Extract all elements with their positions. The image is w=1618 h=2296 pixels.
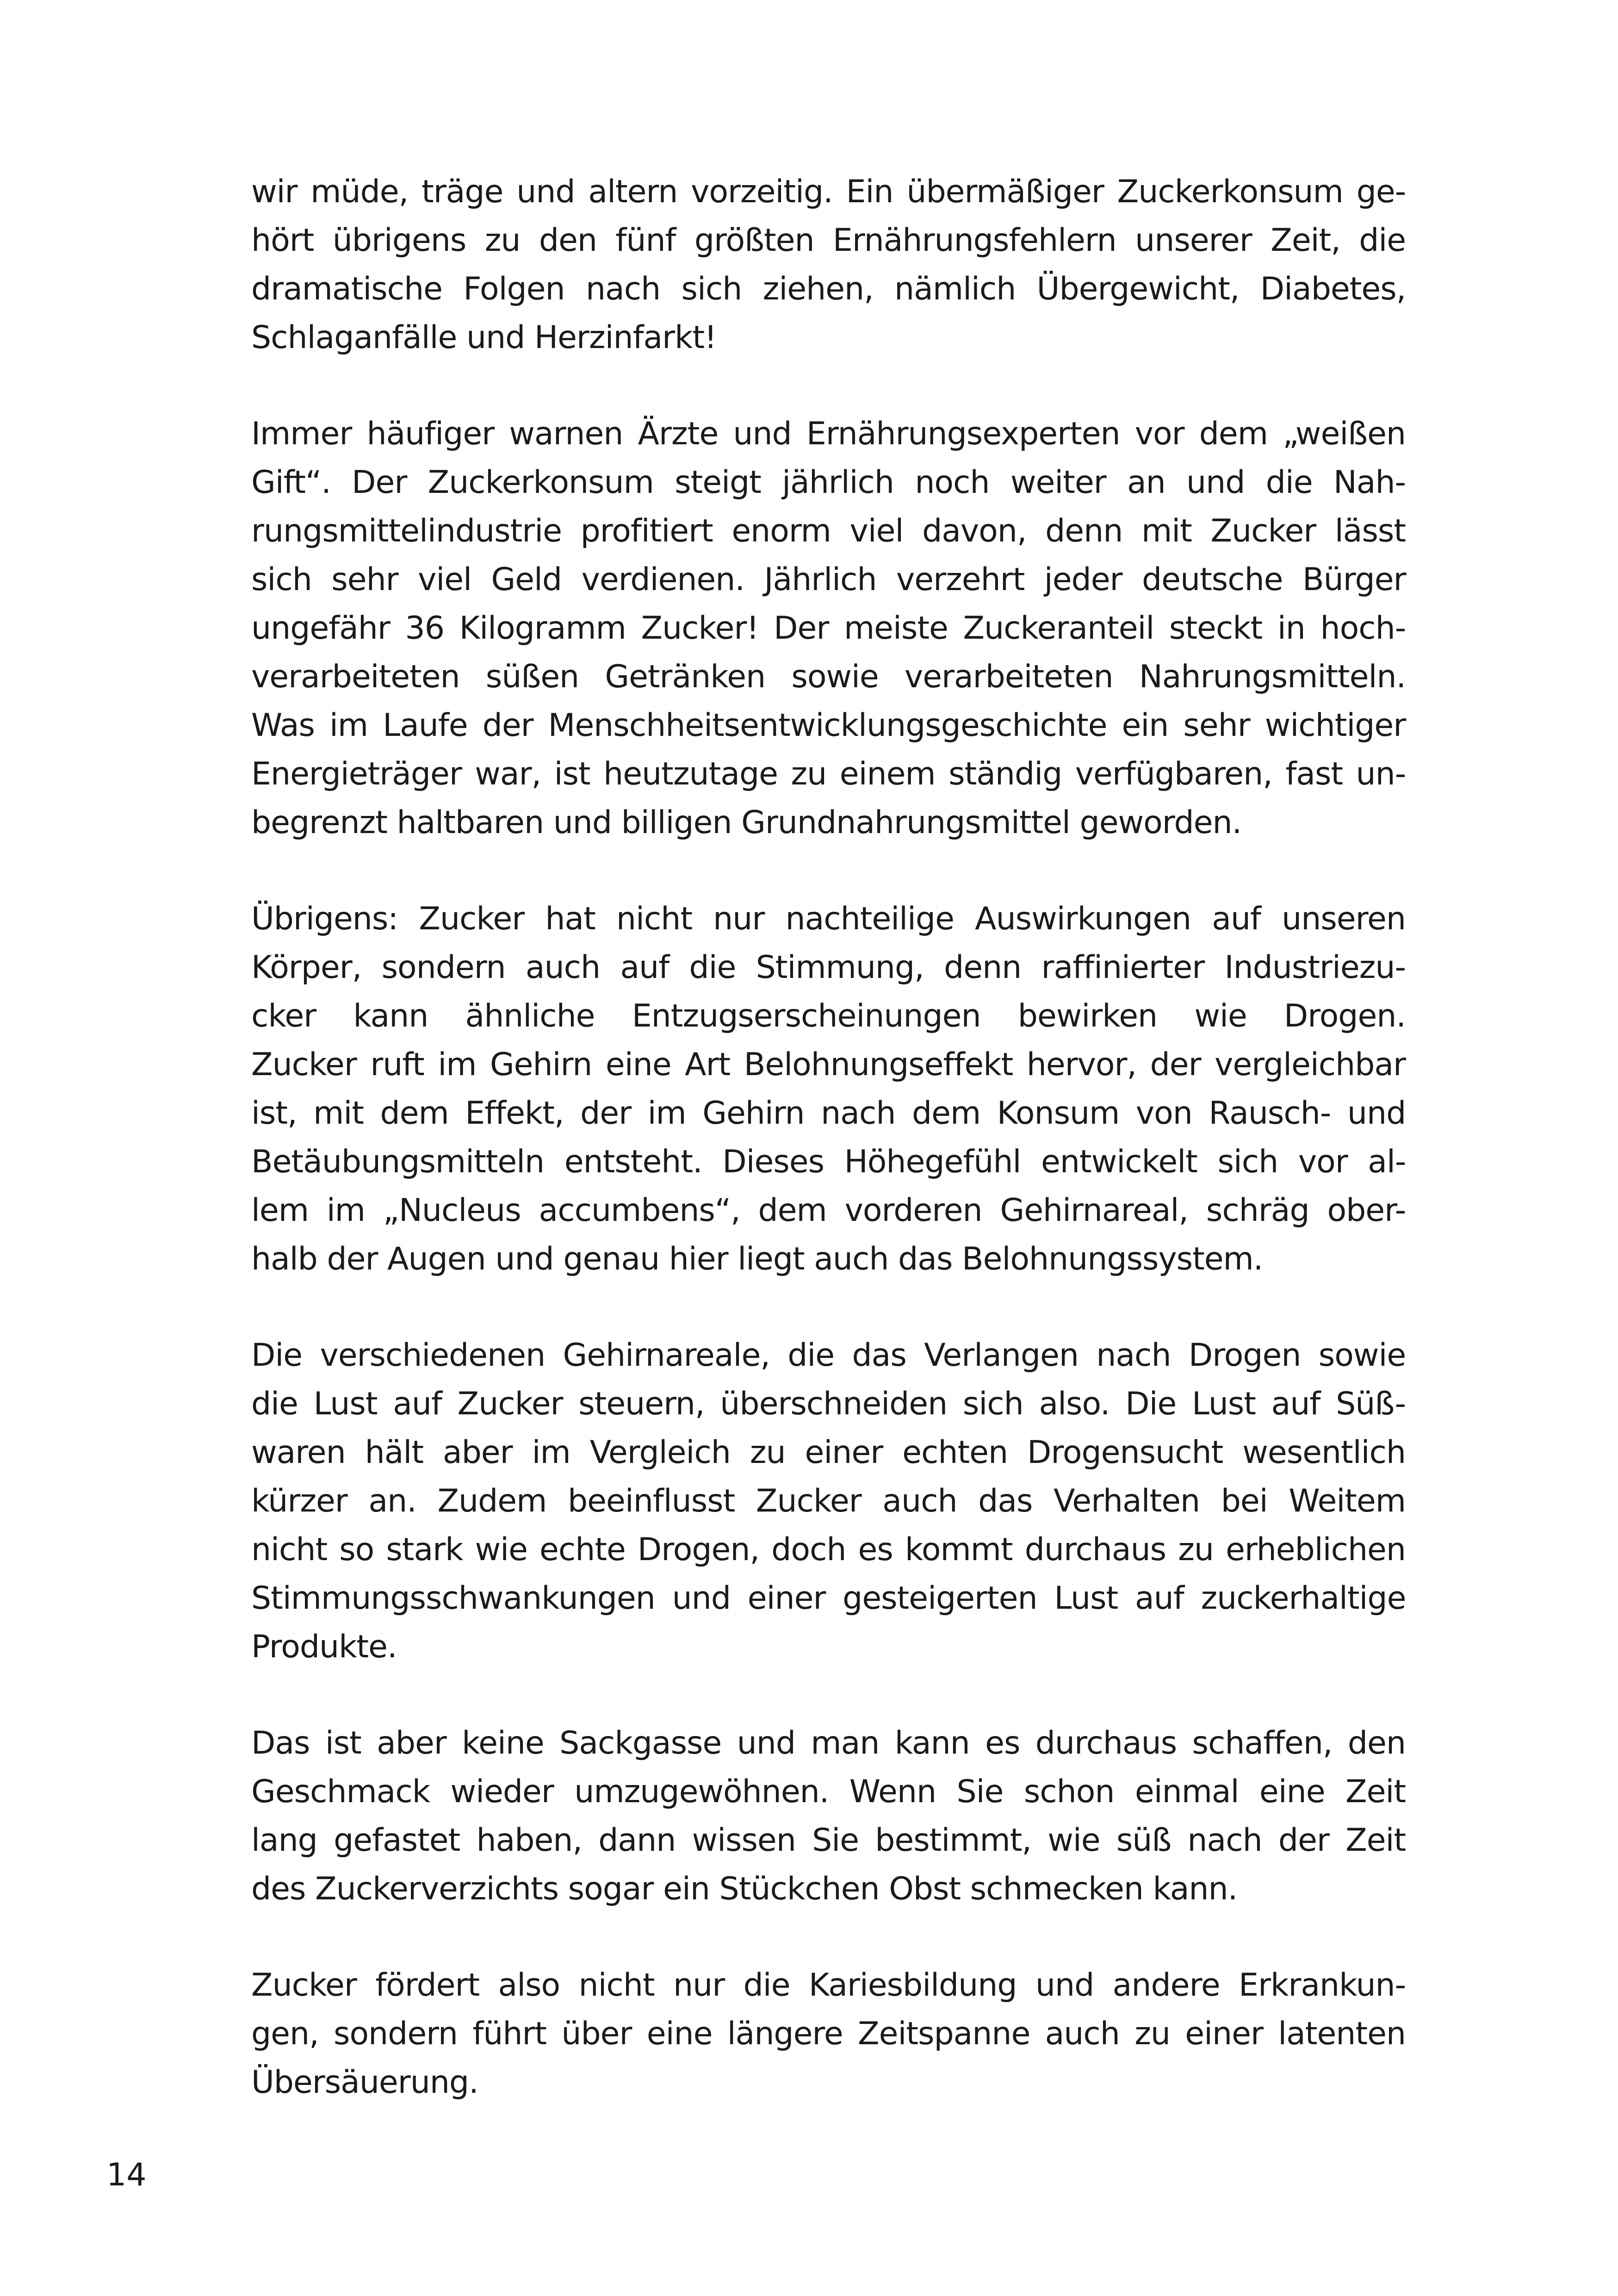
text-line: ungefähr 36 Kilogramm Zucker! Der meiste Zuckeranteil steckt in hoch- — [251, 610, 1406, 647]
text-line: lem im „Nucleus accumbens“, dem vorderen Gehirnareal, schräg ober- — [251, 1192, 1406, 1229]
text-line: Geschmack wieder umzugewöhnen. Wenn Sie schon einmal eine Zeit — [251, 1773, 1406, 1810]
text-line: ist, mit dem Effekt, der im Gehirn nach dem Konsum von Rausch- und — [251, 1095, 1406, 1132]
text-line: nicht so stark wie echte Drogen, doch es kommt durchaus zu erheblichen — [251, 1531, 1406, 1568]
text-line: Die verschiedenen Gehirnareale, die das Verlangen nach Drogen sowie — [251, 1337, 1406, 1374]
text-line: begrenzt haltbaren und billigen Grundnahrungsmittel geworden. — [251, 804, 1242, 841]
paragraph — [251, 895, 1406, 1283]
text-line: des Zuckerverzichts sogar ein Stückchen Obst schmecken kann. — [251, 1871, 1238, 1907]
paragraph — [251, 1719, 1406, 1913]
text-line: lang gefastet haben, dann wissen Sie bestimmt, wie süß nach der Zeit — [251, 1822, 1406, 1859]
text-line: Immer häufiger warnen Ärzte und Ernährungsexperten vor dem „weißen — [251, 416, 1406, 452]
paragraph — [251, 410, 1406, 847]
text-line: Übersäuerung. — [251, 2064, 478, 2101]
text-line: Energieträger war, ist heutzutage zu einem ständig verfügbaren, fast un- — [251, 756, 1406, 792]
text-line: Produkte. — [251, 1629, 397, 1665]
text-line: sich sehr viel Geld verdienen. Jährlich verzehrt jeder deutsche Bürger — [251, 561, 1406, 598]
text-line: waren hält aber im Vergleich zu einer echten Drogensucht wesentlich — [251, 1434, 1406, 1471]
text-line: Das ist aber keine Sackgasse und man kann es durchaus schaffen, den — [251, 1725, 1406, 1761]
text-line: die Lust auf Zucker steuern, überschneiden sich also. Die Lust auf Süß- — [251, 1386, 1406, 1422]
text-line: dramatische Folgen nach sich ziehen, nämlich Übergewicht, Diabetes, — [251, 271, 1406, 307]
text-line: cker kann ähnliche Entzugserscheinungen bewirken wie Drogen. — [251, 998, 1406, 1034]
text-line: Gift“. Der Zuckerkonsum steigt jährlich noch weiter an und die Nah- — [251, 464, 1406, 501]
text-line: Was im Laufe der Menschheitsentwicklungsgeschichte ein sehr wichtiger — [251, 707, 1406, 744]
text-line: kürzer an. Zudem beeinflusst Zucker auch das Verhalten bei Weitem — [251, 1483, 1406, 1519]
text-line: Betäubungsmitteln entsteht. Dieses Höhegefühl entwickelt sich vor al- — [251, 1144, 1406, 1180]
text-line: Übrigens: Zucker hat nicht nur nachteilige Auswirkungen auf unseren — [251, 901, 1406, 937]
text-line: Körper, sondern auch auf die Stimmung, denn raffinierter Industriezu- — [251, 949, 1406, 986]
text-line: rungsmittelindustrie profitiert enorm viel davon, denn mit Zucker lässt — [251, 513, 1406, 549]
text-line: hört übrigens zu den fünf größten Ernährungsfehlern unserer Zeit, die — [251, 222, 1406, 259]
paragraph — [251, 168, 1406, 362]
text-line: Zucker fördert also nicht nur die Kariesbildung und andere Erkrankun- — [251, 1967, 1406, 2004]
text-line: wir müde, träge und altern vorzeitig. Ein übermäßiger Zuckerkonsum ge- — [251, 174, 1406, 210]
paragraph — [251, 1331, 1406, 1671]
paragraph — [251, 1961, 1406, 2107]
body-text — [251, 168, 1406, 2154]
text-line: Schlaganfälle und Herzinfarkt! — [251, 319, 717, 356]
text-line: gen, sondern führt über eine längere Zeitspanne auch zu einer latenten — [251, 2016, 1406, 2052]
text-line: Stimmungsschwankungen und einer gesteigerten Lust auf zuckerhaltige — [251, 1580, 1406, 1617]
text-line: verarbeiteten süßen Getränken sowie verarbeiteten Nahrungsmitteln. — [251, 659, 1406, 695]
text-line: halb der Augen und genau hier liegt auch das Belohnungssystem. — [251, 1241, 1263, 1277]
page-number: 14 — [106, 2157, 147, 2193]
text-line: Zucker ruft im Gehirn eine Art Belohnungseffekt hervor, der vergleichbar — [251, 1046, 1406, 1083]
